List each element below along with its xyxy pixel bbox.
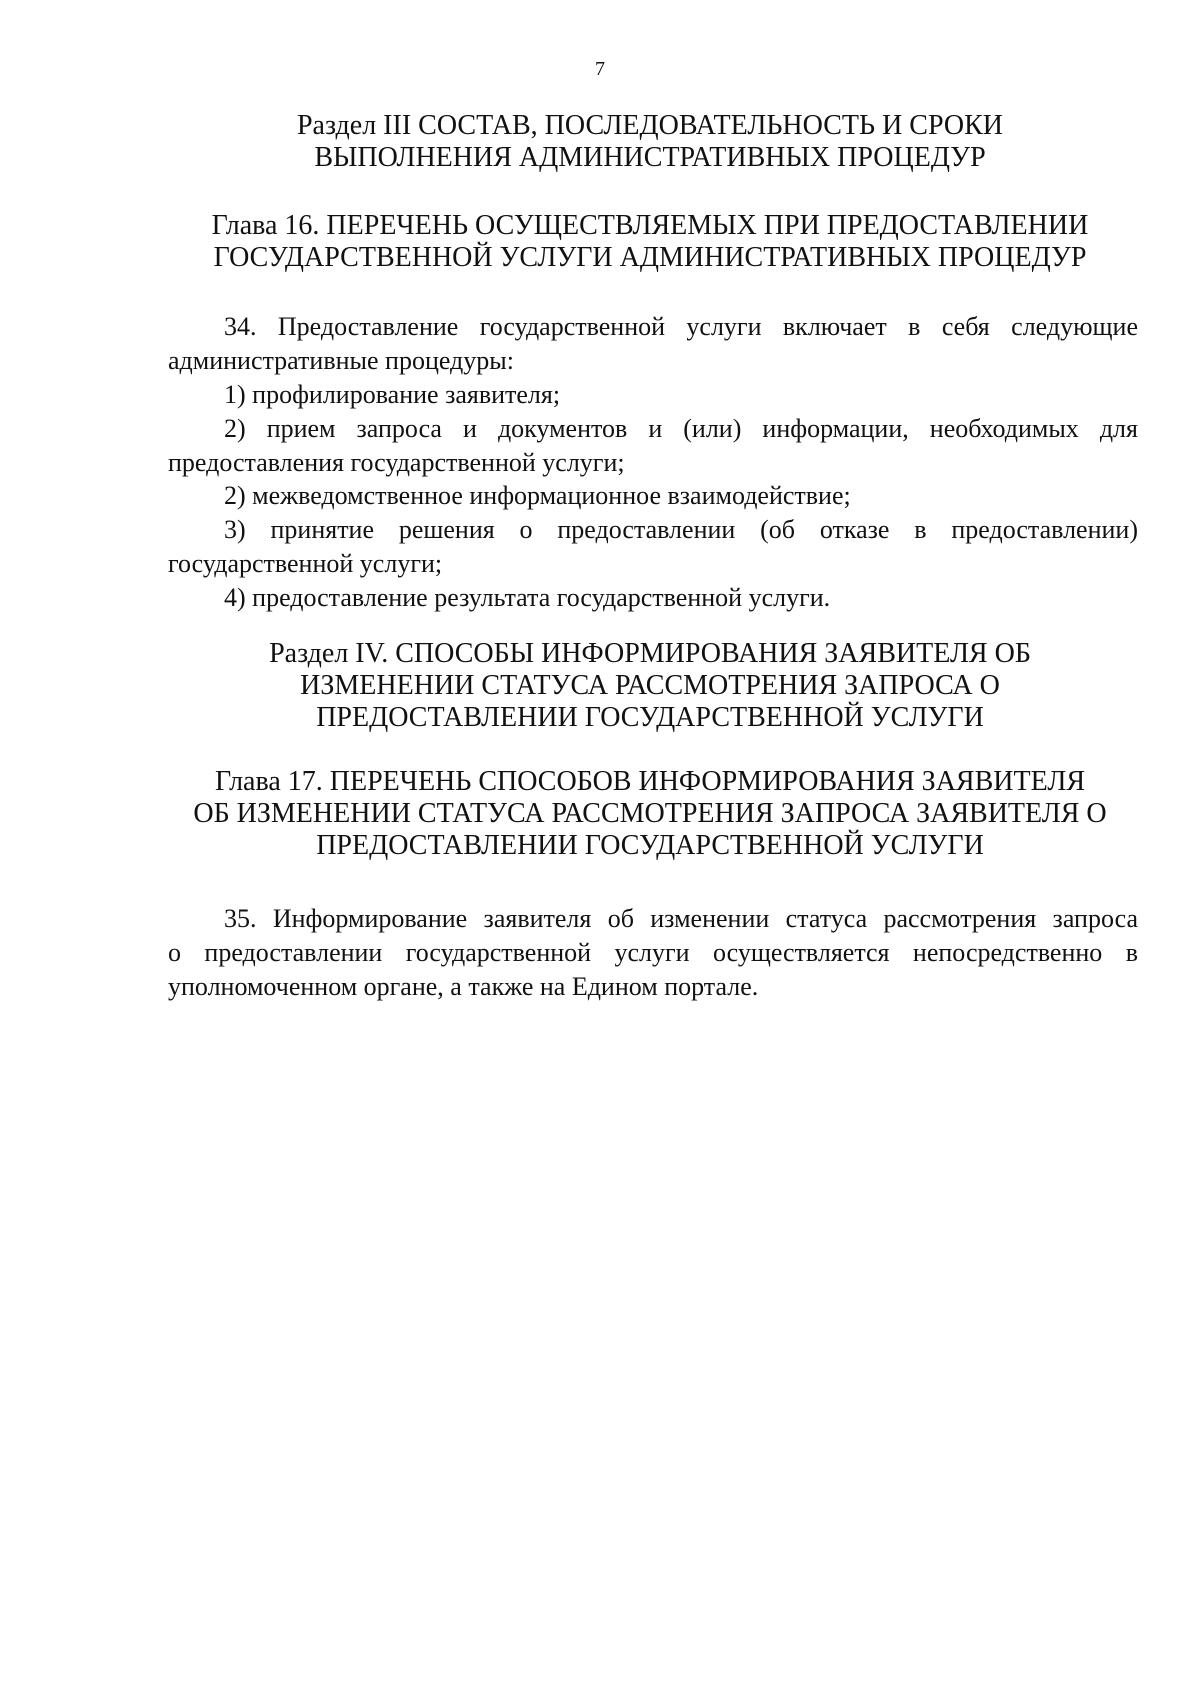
heading-line: Глава 17. ПЕРЕЧЕНЬ СПОСОБОВ ИНФОРМИРОВАНИЯ ЗАЯВИТЕЛЯ (214, 766, 1086, 797)
chapter-17-heading (160, 766, 1140, 862)
heading-line: ГОСУДАРСТВЕННОЙ УСЛУГИ АДМИНИСТРАТИВНЫХ ПРОЦЕДУР (213, 242, 1087, 273)
list-item-text: 2) прием запроса и документов и (или) информации, необходимых для (224, 413, 1138, 443)
paragraph-line: 35. Информирование заявителя об изменении статуса рассмотрения запроса (224, 904, 1138, 933)
section-4-heading (160, 638, 1140, 734)
list-item-text: 2) межведомственное информационное взаимодействие; (224, 481, 851, 511)
heading-line: ОБ ИЗМЕНЕНИИ СТАТУСА РАССМОТРЕНИЯ ЗАПРОСА ЗАЯВИТЕЛЯ О (193, 798, 1107, 829)
list-item-text: 4) предоставление результата государственной услуги. (224, 582, 831, 612)
procedure-list (168, 378, 1138, 615)
list-item-continuation: предоставления государственной услуги; (168, 447, 625, 477)
paragraph-line: 34. Предоставление государственной услуги включает в себя следующие (224, 312, 1138, 341)
heading-line: Раздел III СОСТАВ, ПОСЛЕДОВАТЕЛЬНОСТЬ И СРОКИ (296, 110, 1003, 141)
heading-line: ВЫПОЛНЕНИЯ АДМИНИСТРАТИВНЫХ ПРОЦЕДУР (314, 142, 986, 173)
heading-line: ПРЕДОСТАВЛЕНИИ ГОСУДАРСТВЕННОЙ УСЛУГИ (316, 702, 984, 733)
list-item-continuation: государственной услуги; (168, 548, 443, 578)
heading-line: Глава 16. ПЕРЕЧЕНЬ ОСУЩЕСТВЛЯЕМЫХ ПРИ ПРЕДОСТАВЛЕНИИ (211, 210, 1089, 241)
paragraph-34 (168, 310, 1138, 378)
list-item-text: 3) принятие решения о предоставлении (об отказе в предоставлении) (224, 515, 1138, 545)
list-item (168, 378, 1138, 412)
list-item (168, 412, 1138, 480)
heading-line: ИЗМЕНЕНИИ СТАТУСА РАССМОТРЕНИЯ ЗАПРОСА О (300, 670, 1000, 701)
chapter-16-heading (160, 210, 1140, 274)
paragraph-35 (168, 902, 1138, 1004)
list-item (168, 513, 1138, 581)
section-3-heading (160, 110, 1140, 174)
heading-line: Раздел IV. СПОСОБЫ ИНФОРМИРОВАНИЯ ЗАЯВИТЕЛЯ ОБ (269, 638, 1031, 669)
list-item-text: 1) профилирование заявителя; (224, 380, 561, 409)
paragraph-line: административные процедуры: (168, 346, 514, 375)
paragraph-line: уполномоченном органе, а также на Едином портале. (168, 972, 759, 1001)
list-item (168, 479, 1138, 513)
list-item (168, 581, 1138, 615)
heading-line: ПРЕДОСТАВЛЕНИИ ГОСУДАРСТВЕННОЙ УСЛУГИ (316, 830, 984, 861)
paragraph-line: о предоставлении государственной услуги осуществляется непосредственно в (168, 938, 1138, 967)
page-number: 7 (595, 58, 605, 80)
